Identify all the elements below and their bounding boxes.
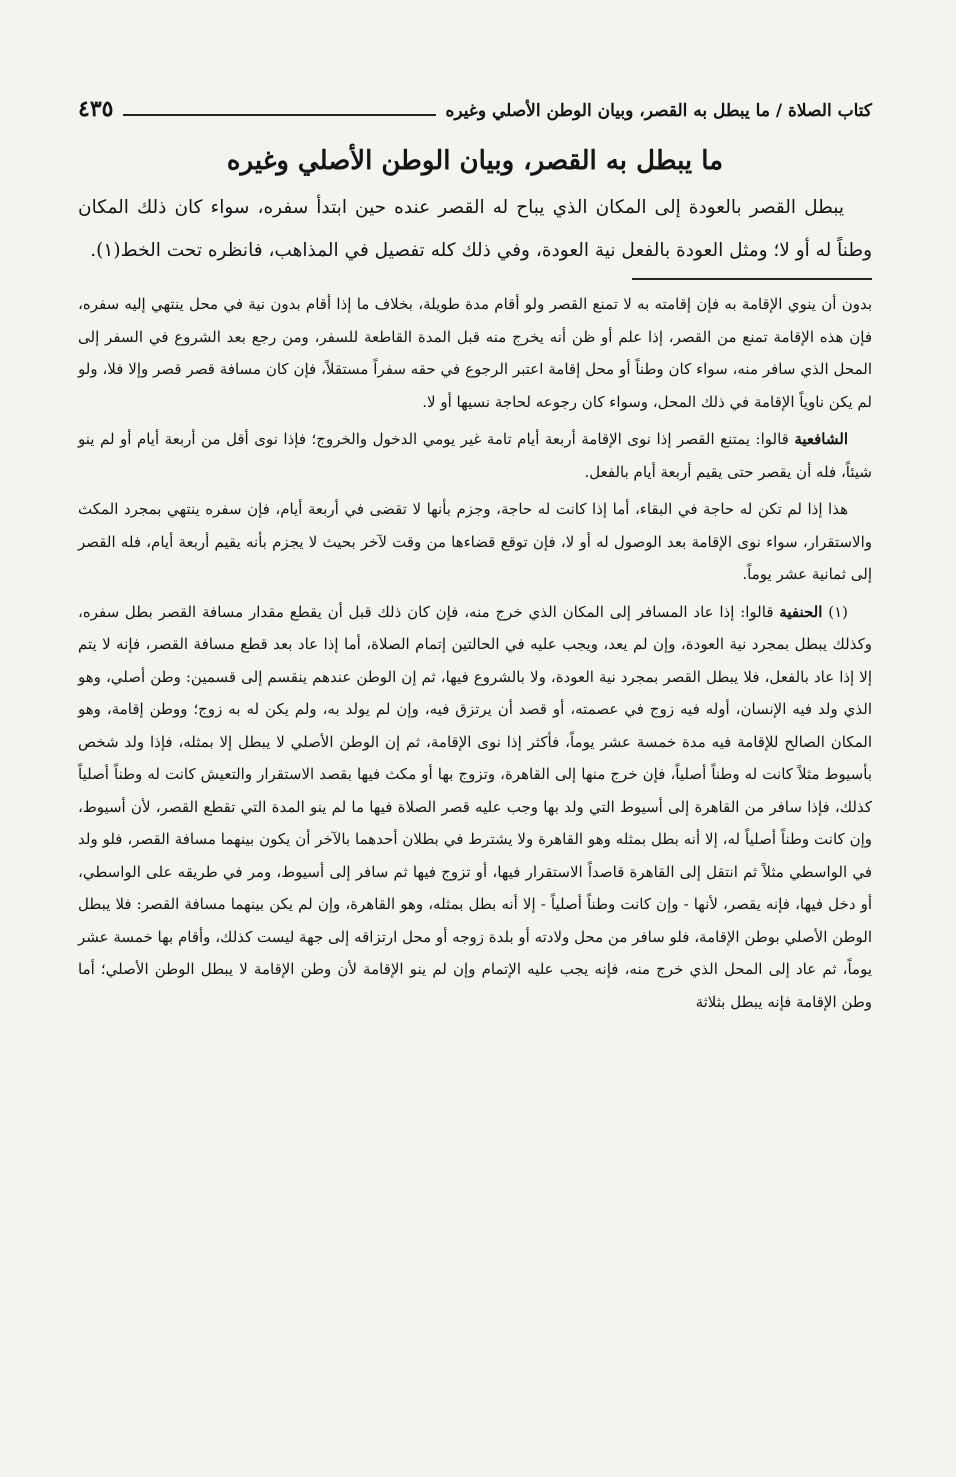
footnote-shafii bbox=[78, 423, 872, 488]
footnote-shafii-detail: هذا إذا لم تكن له حاجة في البقاء، أما إذا كانت له حاجة، وجزم بأنها لا تقضى في أربعة أيام، فإن سفره ينتهي بمجرد المكث والاستقرار، سواء نوى الإقامة بعد الوصول له أو لا، فإن توقع قضاءها من وقت لآخر بحيث لا يجزم بأنه يقيم أربعة أيام، فله القصر إلى ثمانية عشر يوماً. bbox=[78, 500, 872, 583]
footnote-shafii-text: قالوا: يمتنع القصر إذا نوى الإقامة أربعة أيام تامة غير يومي الدخول والخروج؛ فإذا نوى أقل من أربعة أيام أو لم ينو شيئاً، فله أن يقصر حتى يقيم أربعة أيام بالفعل. bbox=[78, 430, 872, 481]
footnote-separator bbox=[632, 278, 872, 280]
main-paragraph: يبطل القصر بالعودة إلى المكان الذي يباح له القصر عنده حين ابتدأ سفره، سواء كان ذلك المكان وطناً له أو لا؛ ومثل العودة بالفعل نية العودة، وفي ذلك كله تفصيل في المذاهب، فانظره تحت الخط(١). bbox=[78, 197, 872, 261]
chapter-title: ما يبطل به القصر، وبيان الوطن الأصلي وغيره bbox=[226, 146, 724, 176]
running-header bbox=[78, 96, 872, 132]
page-number: ٤٣٥ bbox=[78, 96, 114, 122]
school-name-hanafi: الحنفية bbox=[779, 602, 823, 621]
main-text bbox=[78, 186, 872, 272]
footnote-number: (١) bbox=[822, 602, 848, 621]
school-name-shafii: الشافعية bbox=[794, 430, 848, 448]
footnote-hanafi bbox=[78, 596, 872, 1019]
footnote-hanafi-text: قالوا: إذا عاد المسافر إلى المكان الذي خرج منه، فإن كان ذلك قبل أن يقطع مقدار مسافة القصر بطل سفره، وكذلك يبطل بمجرد نية العودة، وإن لم يعد، ويجب عليه في الحالتين إتمام الصلاة، أما إذا عاد بعد قطع مسافة القصر، فإنه لا يتم إلا إذا عاد بالفعل، فلا يبطل القصر بمجرد نية العودة، ولا بالشروع فيها، ثم إن الوطن عندهم ينقسم إلى قسمين: وطن أصلي، وهو الذي ولد فيه الإنسان، أوله فيه زوج في عصمته، أو قصد أن يرتزق فيه، وإن لم يولد به، ولم يكن له به زوج؛ ووطن إقامة، وهو المكان الصالح للإقامة فيه مدة خمسة عشر يوماً، فأكثر إذا نوى الإقامة، ثم إن الوطن الأصلي لا يبطل إلا بمثله، فإذا ولد شخص بأسيوط مثلاً كانت له وطناً أصلياً، فإن خرج منها إلى القاهرة، وتزوج بها أو مكث فيها بقصد الاستقرار والتعيش كانت له وطناً أصلياً كذلك، فإذا سافر من القاهرة إلى أسيوط التي ولد بها وجب عليه قصر الصلاة فيها ما لم ينو المدة التي تقطع القصر، لأن أسيوط، وإن كانت وطناً أصلياً له، إلا أنه بطل بمثله وهو القاهرة ولا يشترط في بطلان أحدهما بالآخر أن يكون بينهما مسافة القصر، فلو ولد في الواسطي مثلاً ثم انتقل إلى القاهرة قاصداً الاستقرار فيها، أو تزوج فيها ثم سافر إلى أسيوط، ومر في طريقه على الواسطي، أو دخل فيها، فإنه يقصر، لأنها - وإن كانت وطناً أصلياً - إلا أنه بطل بمثله، وهو القاهرة، وإن لم يكن بينهما مسافة القصر: فلا يبطل الوطن الأصلي بوطن الإقامة، فلو سافر من محل ولادته أو بلدة زوجه أو محل ارتزاقه إلى جهة ليست كذلك، وأقام بها خمسة عشر يوماً، ثم عاد إلى المحل الذي خرج منه، فإنه يجب عليه الإتمام وإن لم ينو الإقامة لأن وطن الإقامة لا يبطل الوطن الأصلي؛ أما وطن الإقامة فإنه يبطل بثلاثة bbox=[78, 602, 872, 1011]
header-book-section: كتاب الصلاة / ما يبطل به القصر، وبيان الوطن الأصلي وغيره bbox=[445, 101, 872, 121]
header-rule bbox=[123, 114, 435, 116]
footnote-continuation: بدون أن ينوي الإقامة به فإن إقامته به لا تمنع القصر ولو أقام مدة طويلة، بخلاف ما إذا أقام بدون نية في محل ينتهي إليه سفره، فإن هذه الإقامة تمنع من القصر، إذا علم أو ظن أنه يخرج منه قبل المدة القاطعة للسفر، ومن رجع بعد الشروع في السفر إلى المحل الذي سافر منه، سواء كان وطناً أو محل إقامة اعتبر الرجوع في حقه سفراً مستقلاً، فإن كان مسافة قصر قصر وإلا فلا، ولو لم يكن ناوياً الإقامة في ذلك المحل، وسواء كان رجوعه لحاجة نسيها أو لا. bbox=[78, 295, 872, 411]
footnotes bbox=[78, 288, 872, 1018]
